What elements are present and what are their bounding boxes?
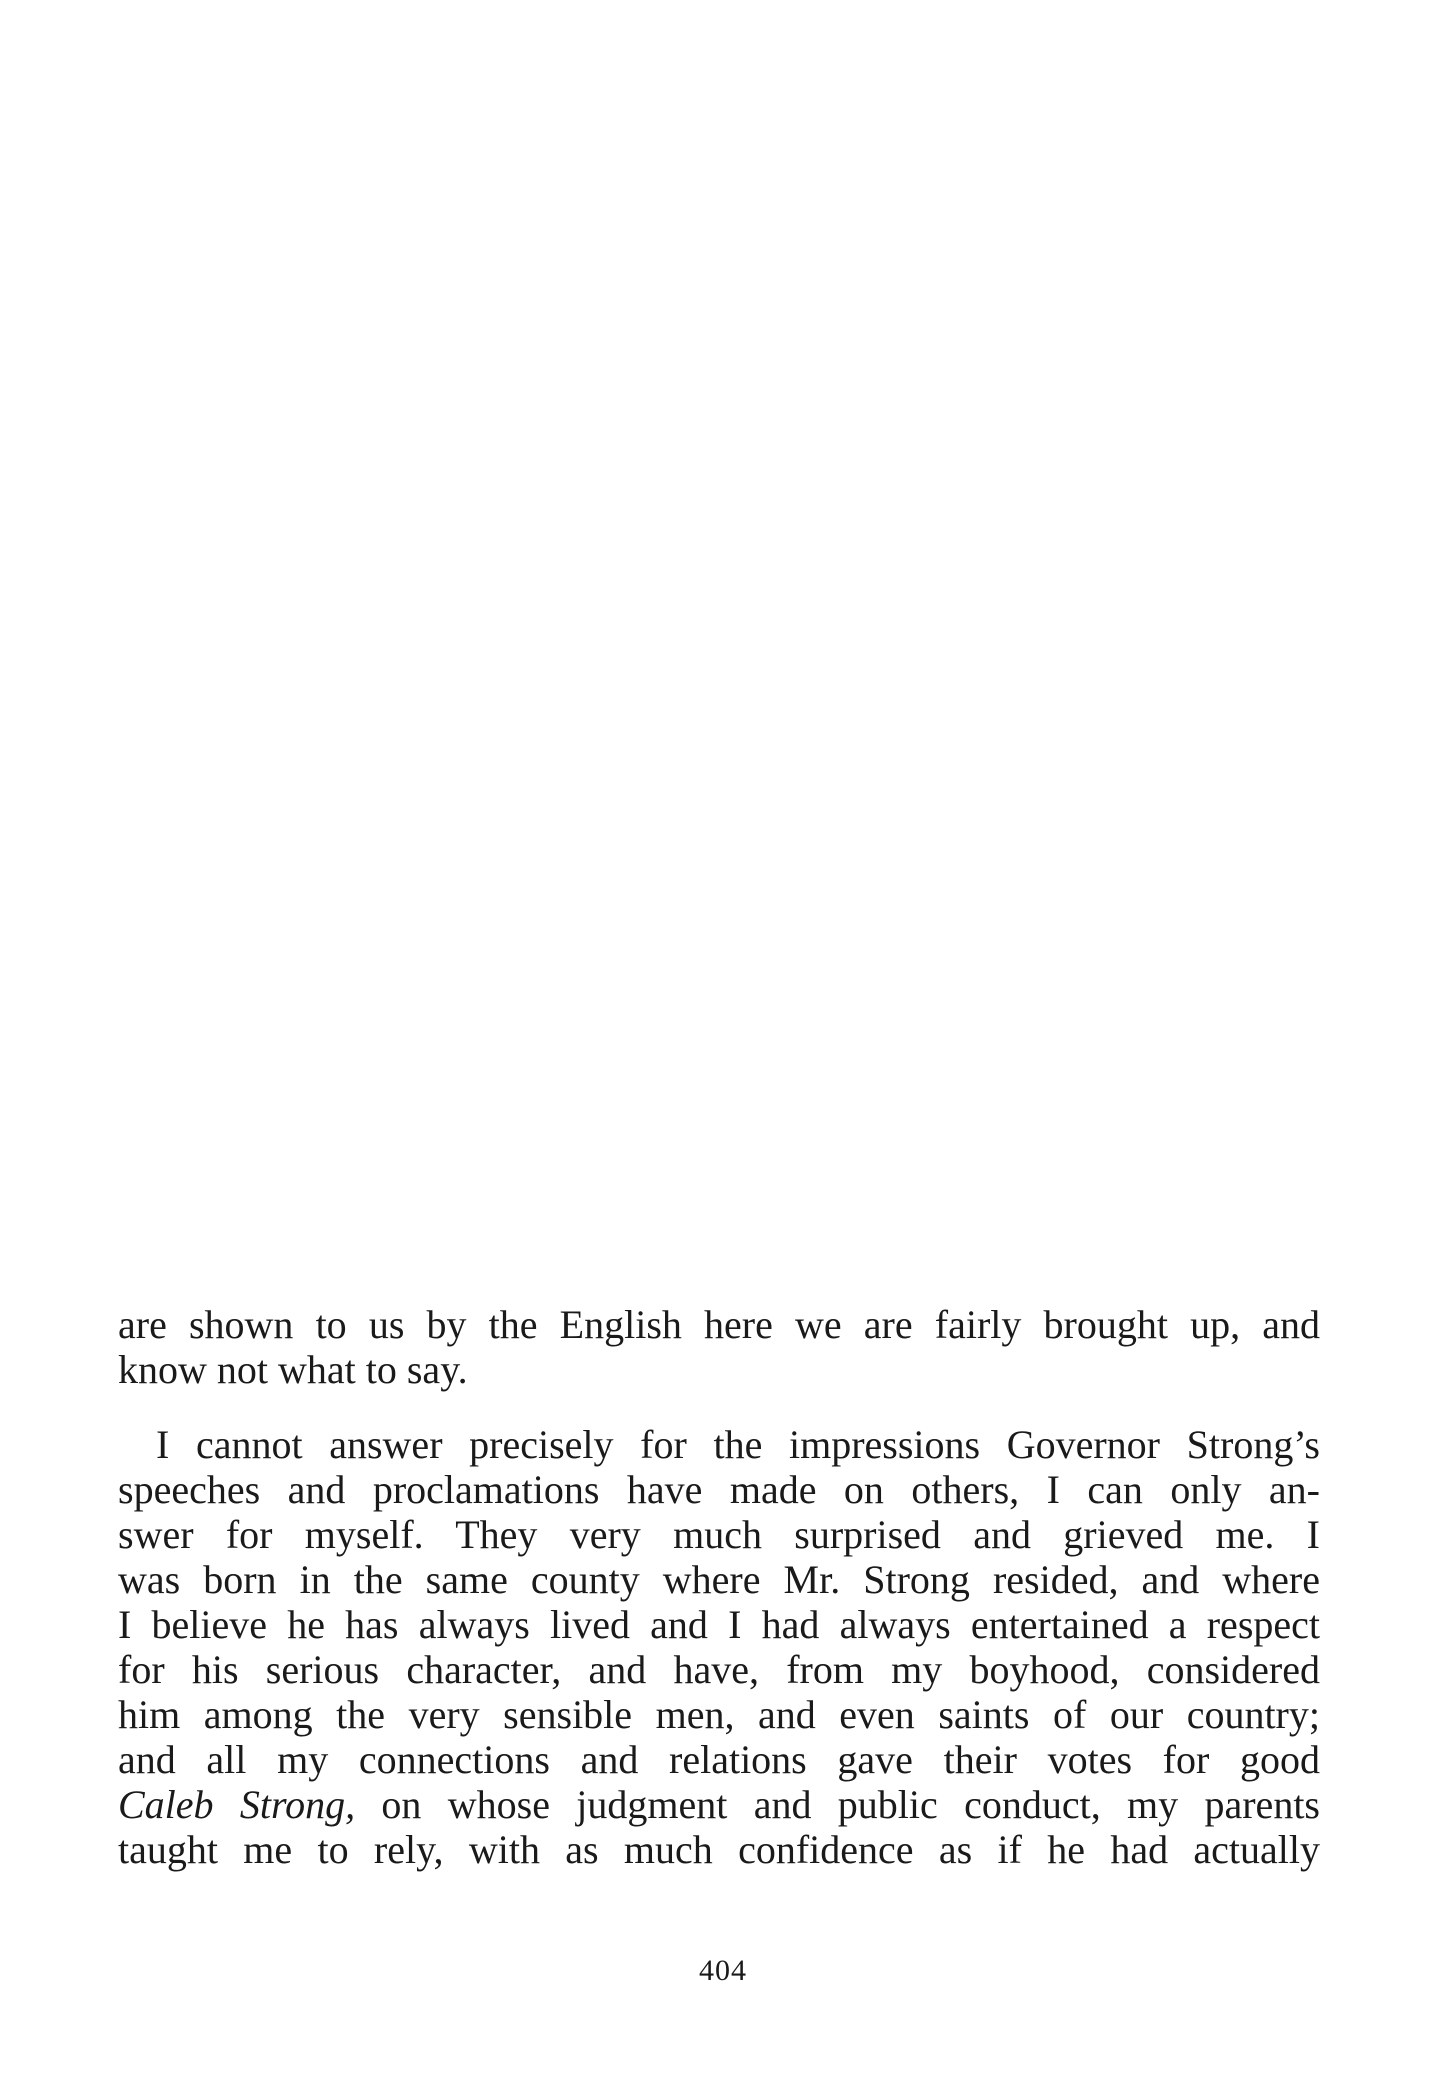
text-line: are shown to us by the English here we are fairly brought up, and [118, 1302, 1320, 1347]
text-line [118, 1782, 1320, 1827]
paragraph-continued [118, 1302, 1320, 1392]
text-line: was born in the same county where Mr. Strong resided, and where [118, 1557, 1320, 1602]
paragraph-governor-strong [118, 1422, 1320, 1872]
body-text [118, 1302, 1320, 1872]
text-line: swer for myself. They very much surprised and grieved me. I [118, 1512, 1320, 1557]
text-line: taught me to rely, with as much confidence as if he had actually [118, 1827, 1320, 1872]
text-fragment: on whose judgment and public conduct, my parents [355, 1782, 1320, 1827]
text-line: speeches and proclamations have made on others, I can only an- [118, 1467, 1320, 1512]
text-line: and all my connections and relations gave their votes for good [118, 1737, 1320, 1782]
paragraph-spacer [118, 1392, 1320, 1422]
text-line: him among the very sensible men, and even saints of our country; [118, 1692, 1320, 1737]
text-line: for his serious character, and have, from my boyhood, considered [118, 1647, 1320, 1692]
text-line: I believe he has always lived and I had always entertained a respect [118, 1602, 1320, 1647]
text-line: know not what to say. [118, 1347, 468, 1392]
page-number: 404 [699, 1954, 747, 1987]
text-line: I cannot answer precisely for the impressions Governor Strong’s [156, 1422, 1320, 1467]
italic-name: Caleb Strong, [118, 1782, 356, 1827]
